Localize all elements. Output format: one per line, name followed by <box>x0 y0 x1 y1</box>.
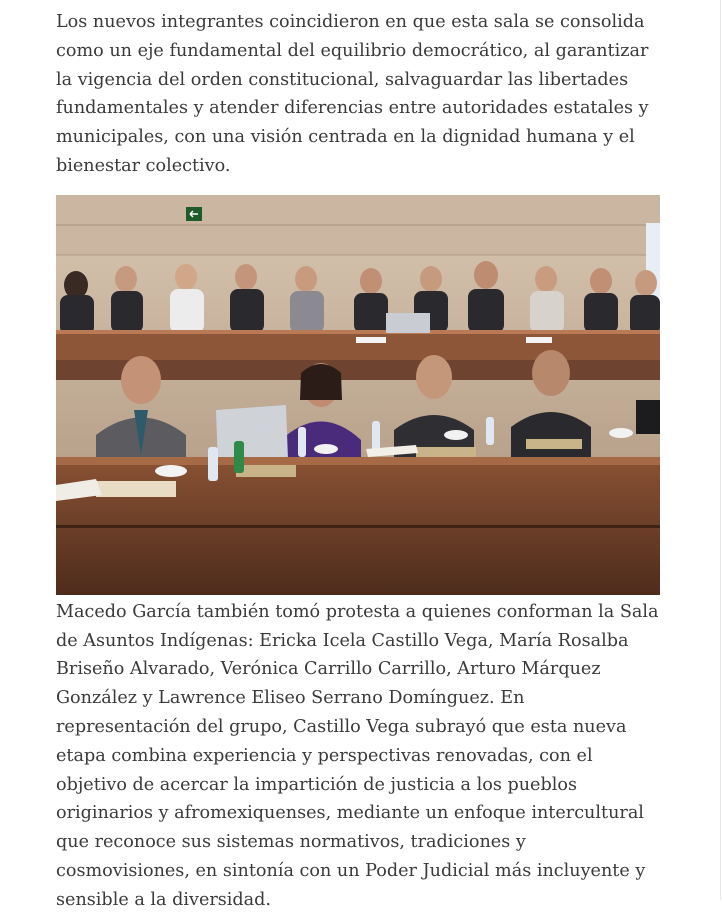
session-photo <box>56 195 660 595</box>
article-paragraph-2: Macedo García también tomó protesta a quienes conforman la Sala de Asuntos Indígenas: Ericka Icela Castillo Vega, María Rosalba Briseño Alvarado, Verónica Carrillo Carrillo, Arturo Márquez González y Lawrence Eliseo Serrano Domínguez. En representación del grupo, Castillo Vega subrayó que esta nueva etapa combina experiencia y perspectivas renovadas, con el objetivo de acercar la impartición de justicia a los pueblos originarios y afromexiquenses, mediante un enfoque intercultural que reconoce sus sistemas normativos, tradiciones y cosmovisiones, en sintonía con un Poder Judicial más incluyente y sensible a la diversidad. <box>56 601 659 910</box>
page-edge-divider <box>720 0 721 900</box>
session-photo-illustration <box>56 195 660 595</box>
article-body <box>56 8 662 915</box>
article-paragraph-1: Los nuevos integrantes coincidieron en que esta sala se consolida como un eje fundamental del equilibrio democrático, al garantizar la vigencia del orden constitucional, salvaguardar las libertades fundamentales y atender diferencias entre autoridades estatales y municipales, con una visión centrada en la dignidad humana y el bienestar colectivo. <box>56 12 649 176</box>
